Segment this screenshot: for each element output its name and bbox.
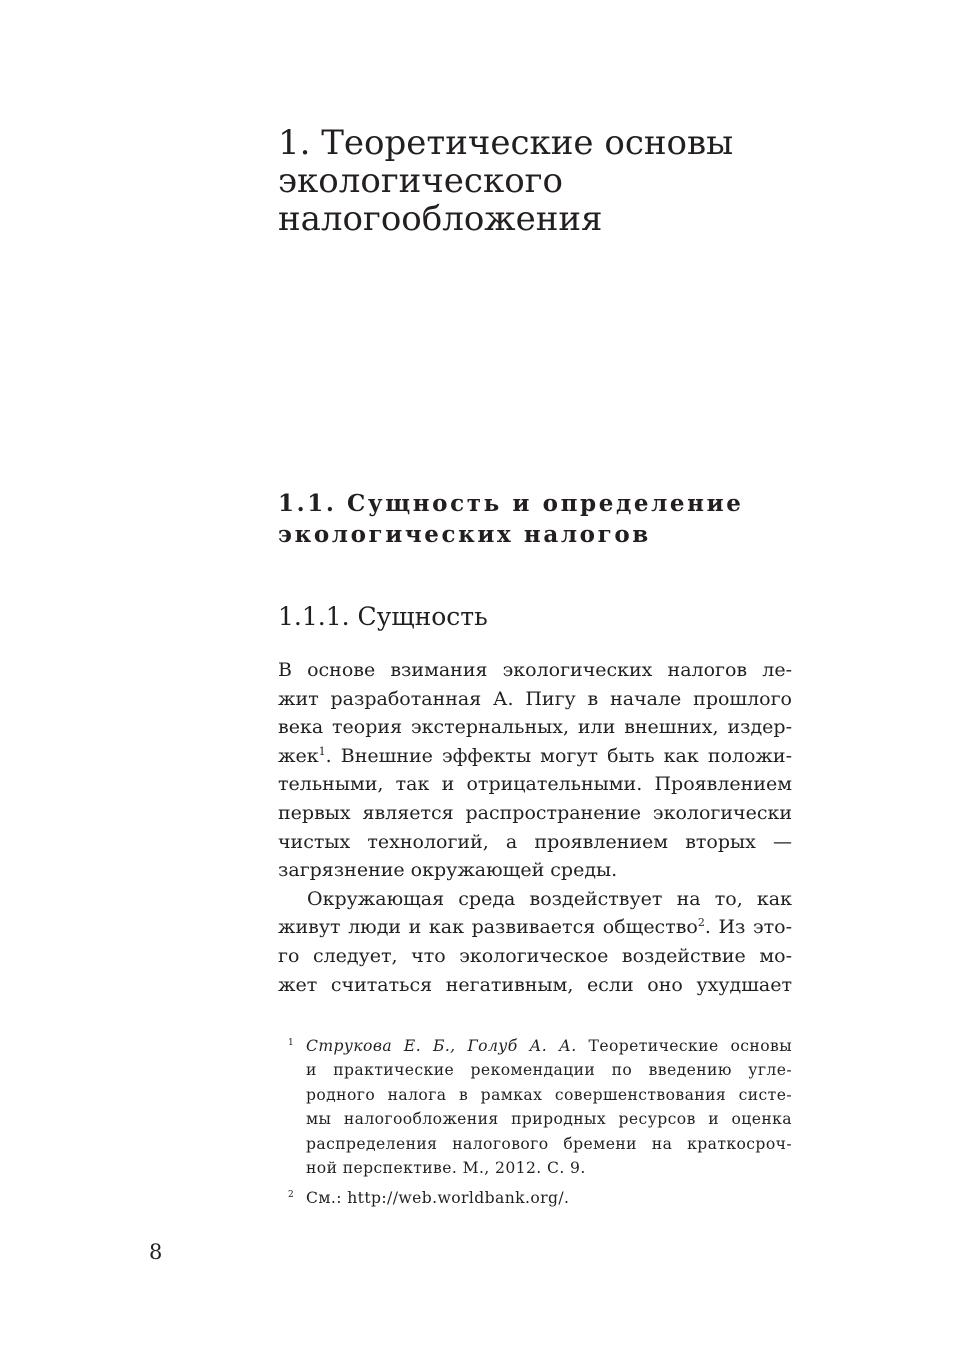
text-line (278, 742, 792, 771)
footnote-line: См.: http://web.worldbank.org/. (306, 1189, 570, 1208)
footnote-line (306, 1034, 792, 1058)
subsection-title: 1.1.1. Сущность (278, 602, 488, 631)
footnote-line: ной перспективе. М., 2012. С. 9. (306, 1159, 586, 1178)
footnotes (278, 1034, 792, 1211)
page-number: 8 (149, 1240, 163, 1264)
text-line: тельными, так и отрицательными. Проявлением (278, 773, 792, 796)
text-line: загрязнение окружающей среды. (278, 859, 618, 882)
section-title-line: экологических налогов (278, 521, 651, 548)
footnote-mark: 1 (288, 1038, 295, 1048)
footnote-authors: Струкова Е. Б., Голуб А. А. (306, 1037, 577, 1055)
paragraph (278, 885, 792, 999)
chapter-title-line: 1. Теоретические основы (278, 123, 734, 163)
chapter-title-line: экологического (278, 161, 563, 201)
footnote-line: распределения налогового бремени на краткосроч- (306, 1134, 792, 1153)
text-line: го следует, что экологическое воздействие мо- (278, 944, 792, 967)
footnote-line: и практические рекомендации по введению угле- (306, 1061, 792, 1080)
chapter-title-line: налогообложения (278, 199, 603, 239)
text-line: века теория экстернальных, или внешних, издер- (278, 716, 792, 739)
text-segment: жек (278, 744, 319, 767)
text-line: Окружающая среда воздействует на то, как (307, 887, 792, 910)
text-line: чистых технологий, а проявлением вторых — (278, 830, 792, 853)
footnote-2 (278, 1186, 792, 1210)
body-text (278, 656, 792, 999)
footnote-mark: 2 (288, 1190, 295, 1201)
footnote-reference: 1 (318, 744, 326, 758)
text-segment: . Внешние эффекты могут быть как положи- (325, 744, 792, 767)
text-line (278, 913, 792, 942)
text-segment: живут люди и как развивается общество (278, 916, 698, 939)
section-title (278, 488, 838, 550)
text-line: первых является распространение экологически (278, 801, 792, 824)
chapter-title (278, 124, 838, 238)
text-line: В основе взимания экологических налогов ле- (278, 659, 792, 681)
footnote-line: мы налогообложения природных ресурсов и оценка (306, 1110, 792, 1129)
paragraph (278, 656, 792, 885)
section-title-line: 1.1. Сущность и определение (278, 490, 744, 517)
text-segment: . Из это- (704, 916, 793, 939)
text-line: жит разработанная А. Пигу в начале прошлого (278, 687, 792, 710)
footnote-line: родного налога в рамках совершенствования систе- (306, 1085, 792, 1104)
footnote-reference: 2 (697, 916, 705, 930)
text-segment: Теоретические основы (576, 1037, 793, 1055)
footnote-1 (278, 1034, 792, 1180)
text-line: жет считаться негативным, если оно ухудшает (278, 973, 792, 996)
